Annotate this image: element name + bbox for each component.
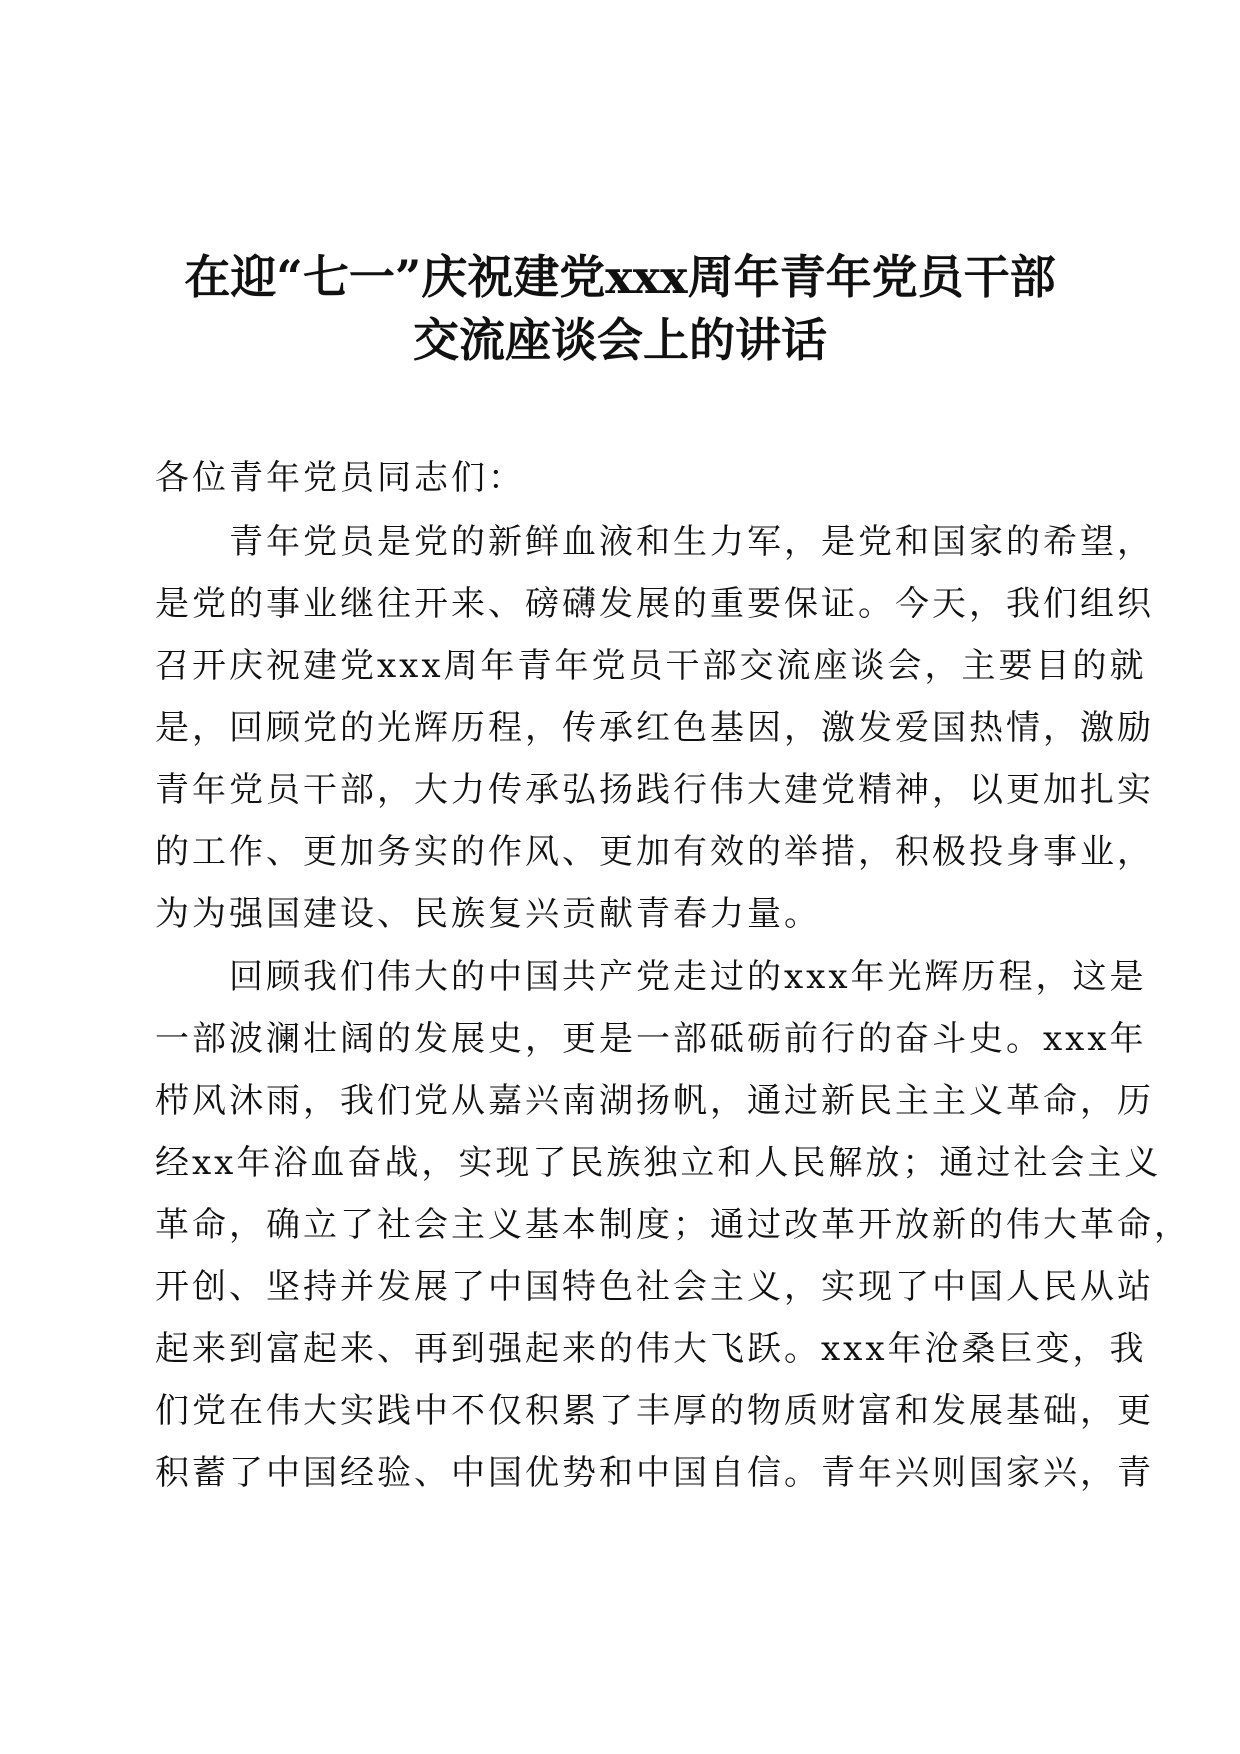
paragraph-2-line: 积蓄了中国经验、中国优势和中国自信。青年兴则国家兴，青	[155, 1453, 1154, 1493]
paragraph-1-line: 为为强国建设、民族复兴贡献青春力量。	[155, 894, 821, 934]
paragraph-2-line: 回顾我们伟大的中国共产党走过的xxx年光辉历程，这是	[155, 957, 1147, 997]
paragraph-1-line: 青年党员干部，大力传承弘扬践行伟大建党精神，以更加扎实	[155, 770, 1154, 810]
paragraph-2-line: 经xx年浴血奋战，实现了民族独立和人民解放；通过社会主义	[155, 1143, 1162, 1183]
salutation: 各位青年党员同志们：	[155, 458, 525, 498]
paragraph-2-line: 一部波澜壮阔的发展史，更是一部砥砺前行的奋斗史。xxx年	[155, 1019, 1147, 1059]
paragraph-2-line: 栉风沐雨，我们党从嘉兴南湖扬帆，通过新民主主义革命，历	[155, 1081, 1154, 1121]
paragraph-1-line: 召开庆祝建党xxx周年青年党员干部交流座谈会，主要目的就	[155, 646, 1147, 686]
document-title-line-2: 交流座谈会上的讲话	[413, 313, 827, 367]
paragraph-1-line: 的工作、更加务实的作风、更加有效的举措，积极投身事业，	[155, 832, 1154, 872]
paragraph-2-line: 起来到富起来、再到强起来的伟大飞跃。xxx年沧桑巨变，我	[155, 1329, 1147, 1369]
paragraph-2-line: 革命，确立了社会主义基本制度；通过改革开放新的伟大革命，	[155, 1205, 1191, 1245]
paragraph-2-line: 们党在伟大实践中不仅积累了丰厚的物质财富和发展基础，更	[155, 1391, 1154, 1431]
document-title-line-1: 在迎“七一”庆祝建党xxx周年青年党员干部	[184, 250, 1056, 304]
paragraph-2-line: 开创、坚持并发展了中国特色社会主义，实现了中国人民从站	[155, 1267, 1154, 1307]
paragraph-1-line: 青年党员是党的新鲜血液和生力军，是党和国家的希望，	[155, 522, 1154, 562]
paragraph-1-line: 是党的事业继往开来、磅礴发展的重要保证。今天，我们组织	[155, 584, 1154, 624]
paragraph-1-line: 是，回顾党的光辉历程，传承红色基因，激发爱国热情，激励	[155, 708, 1154, 748]
